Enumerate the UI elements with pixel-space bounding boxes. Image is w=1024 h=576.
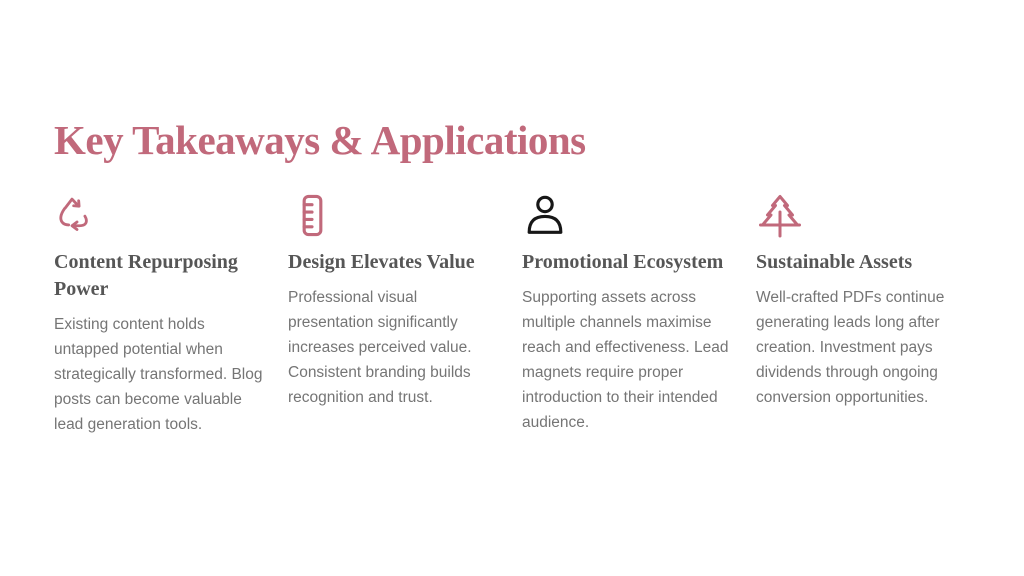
column-heading: Content Repurposing Power xyxy=(54,251,238,300)
page-title: Key Takeaways & Applications xyxy=(54,117,586,163)
takeaway-columns xyxy=(54,192,970,437)
column-promotional-ecosystem xyxy=(522,192,736,437)
column-design-value xyxy=(288,192,502,437)
user-icon xyxy=(522,192,736,240)
ruler-icon xyxy=(288,192,502,240)
column-heading: Design Elevates Value xyxy=(288,251,475,273)
column-body: Existing content holds untapped potential when strategically transformed. Blog posts can become valuable lead generation tools. xyxy=(54,316,263,433)
recycle-icon xyxy=(54,192,268,240)
column-sustainable-assets xyxy=(756,192,970,437)
column-content-repurposing xyxy=(54,192,268,437)
column-heading: Sustainable Assets xyxy=(756,251,913,273)
column-body: Supporting assets across multiple channels maximise reach and effectiveness. Lead magnets require proper introduction to their intended audience. xyxy=(522,289,729,431)
column-body: Professional visual presentation significantly increases perceived value. Consistent branding builds recognition and trust. xyxy=(288,289,472,406)
column-body: Well-crafted PDFs continue generating leads long after creation. Investment pays dividends through ongoing conversion opportunities. xyxy=(756,289,945,406)
tree-pine-icon xyxy=(756,192,970,240)
column-heading: Promotional Ecosystem xyxy=(522,251,724,273)
